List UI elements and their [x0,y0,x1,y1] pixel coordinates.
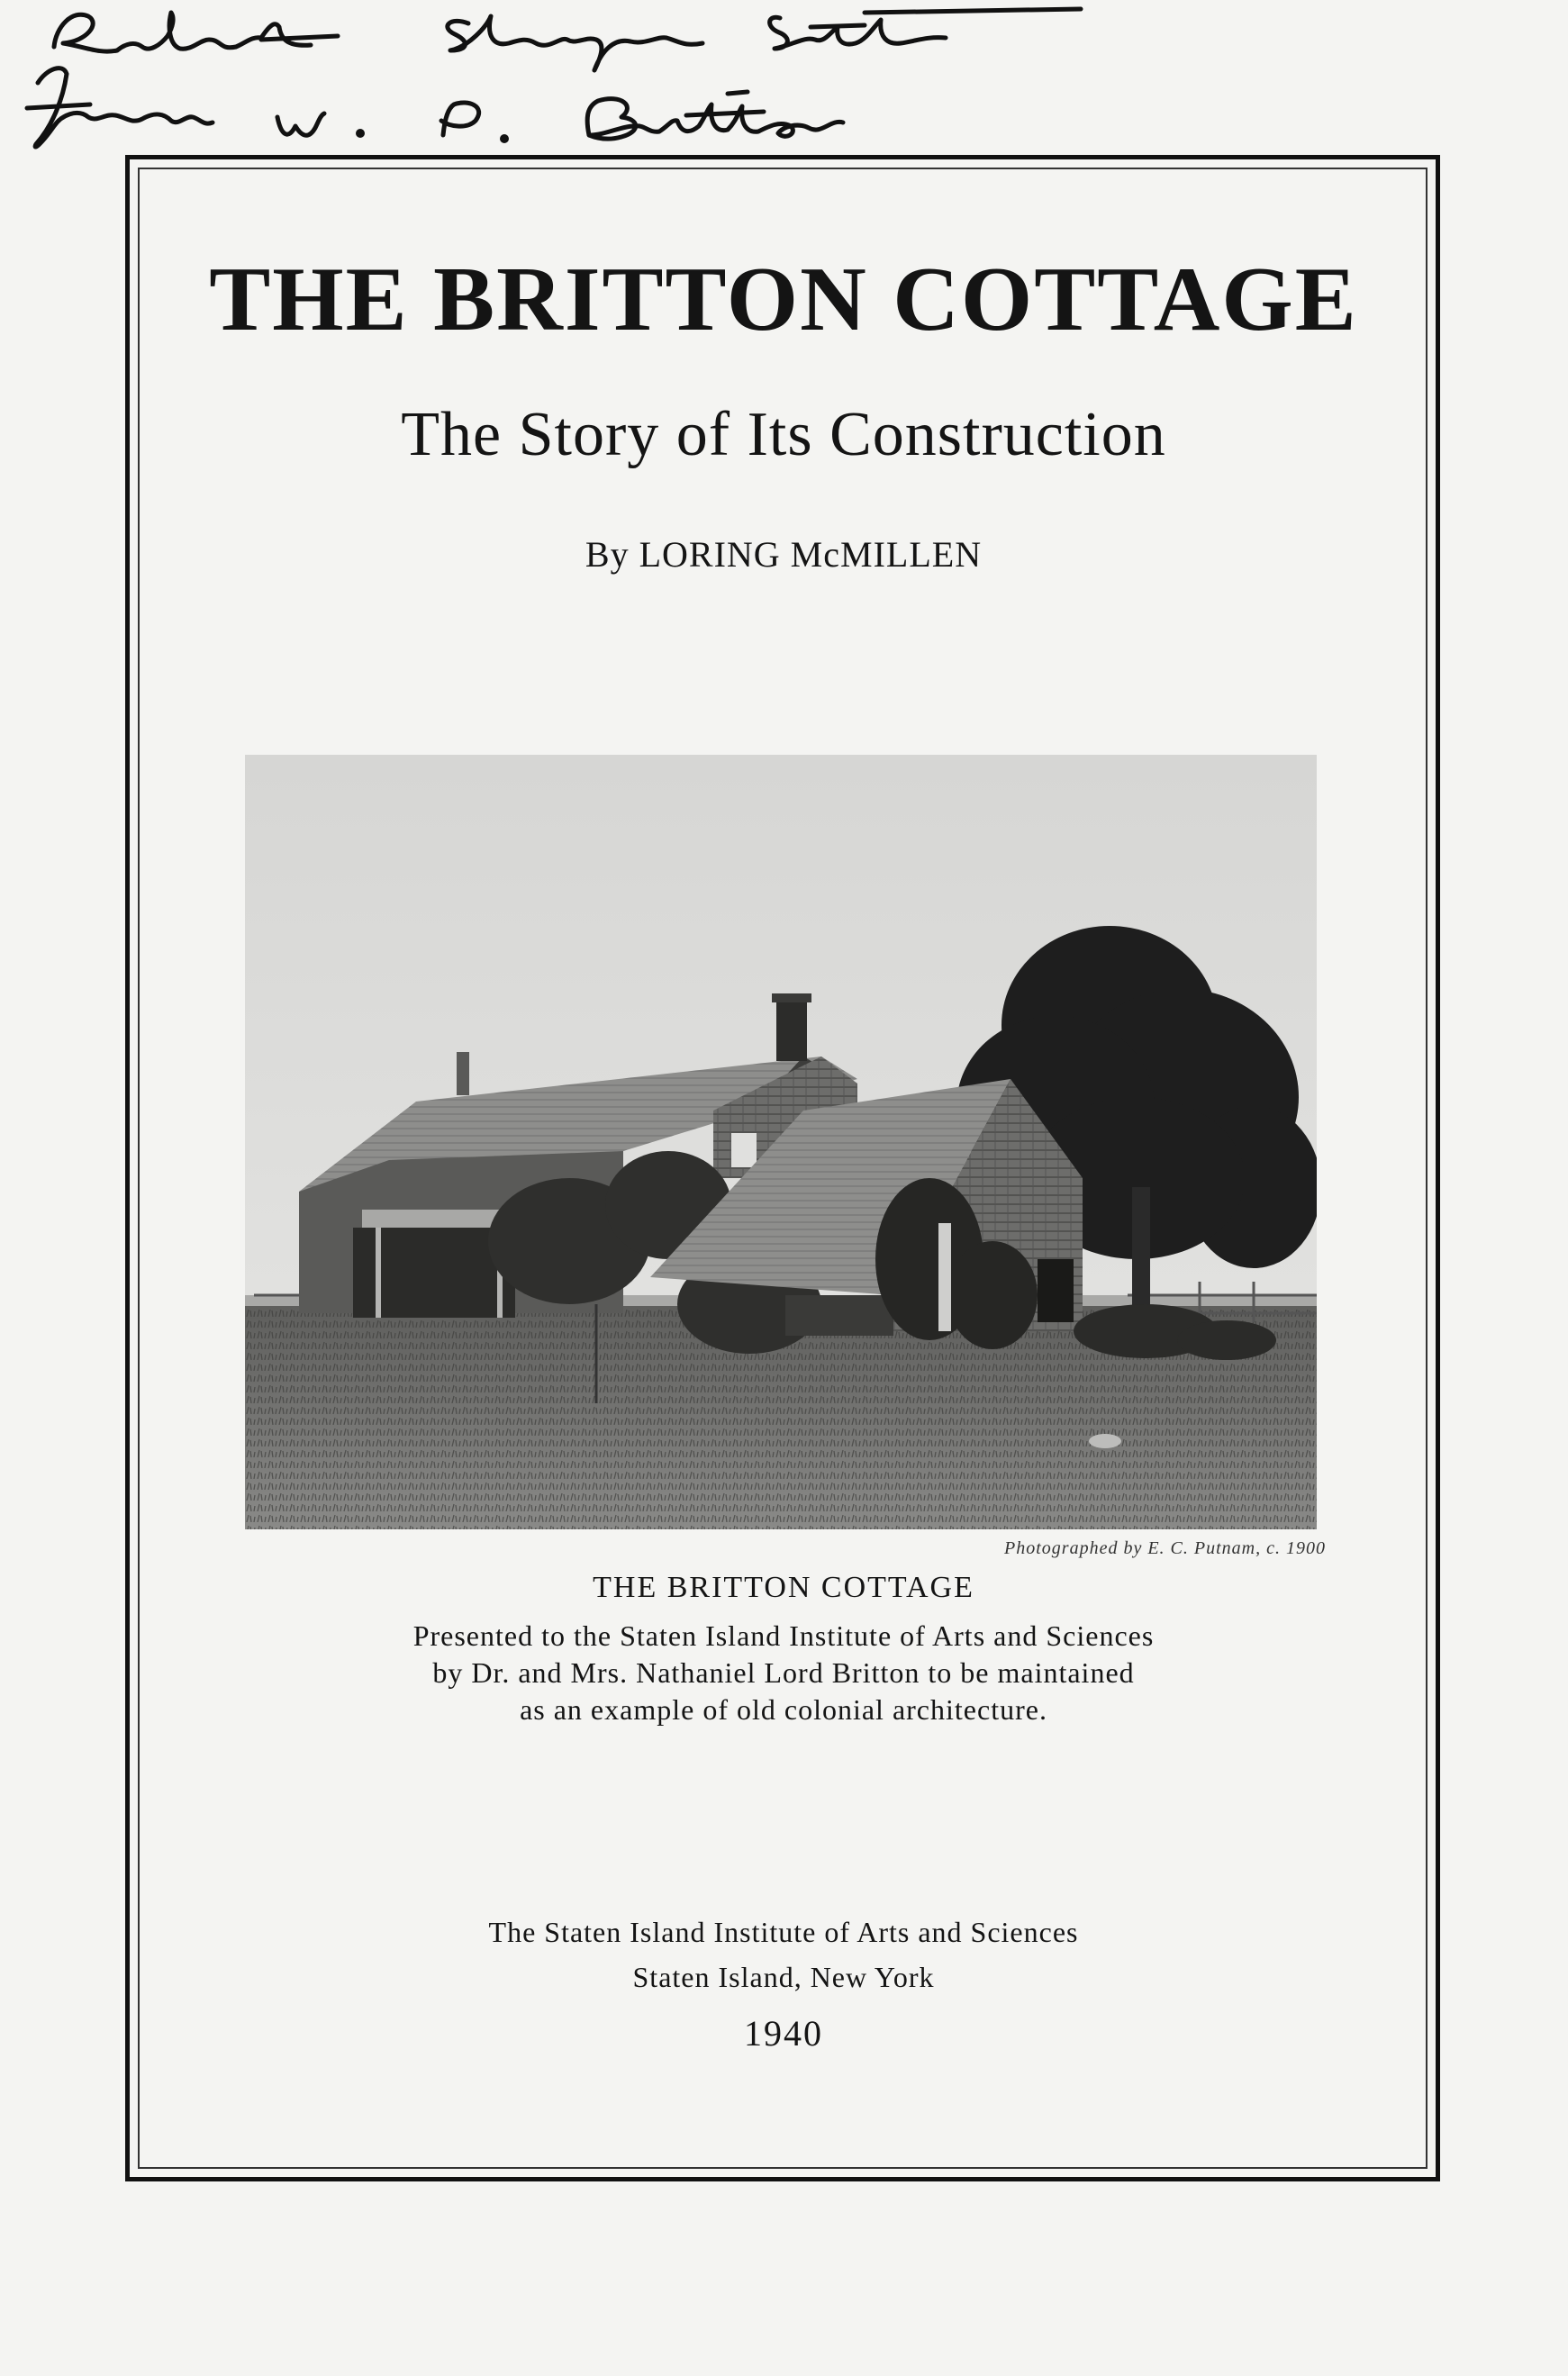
publisher-block [144,1909,1423,2000]
caption-line: Presented to the Staten Island Institute of Arts and Sciences [412,1619,1155,1652]
cottage-photograph [245,755,1317,1529]
caption-title: THE BRITTON COTTAGE [593,1571,974,1604]
caption-line: as an example of old colonial architecture. [520,1693,1047,1726]
publisher-place: Staten Island, New York [632,1961,935,1993]
publisher-name: The Staten Island Institute of Arts and Sciences [488,1916,1079,1948]
photo-credit: Photographed by E. C. Putnam, c. 1900 [1004,1538,1326,1558]
cottage-illustration [245,755,1317,1529]
caption-line: by Dr. and Mrs. Nathaniel Lord Britton to be maintained [432,1656,1135,1689]
publication-year: 1940 [744,2013,823,2054]
author-line: By LORING McMILLEN [585,534,983,575]
document-subtitle: The Story of Its Construction [401,400,1166,469]
caption-body [270,1618,1297,1728]
document-title: THE BRITTON COTTAGE [209,249,1358,350]
handwritten-inscription [0,0,1568,171]
